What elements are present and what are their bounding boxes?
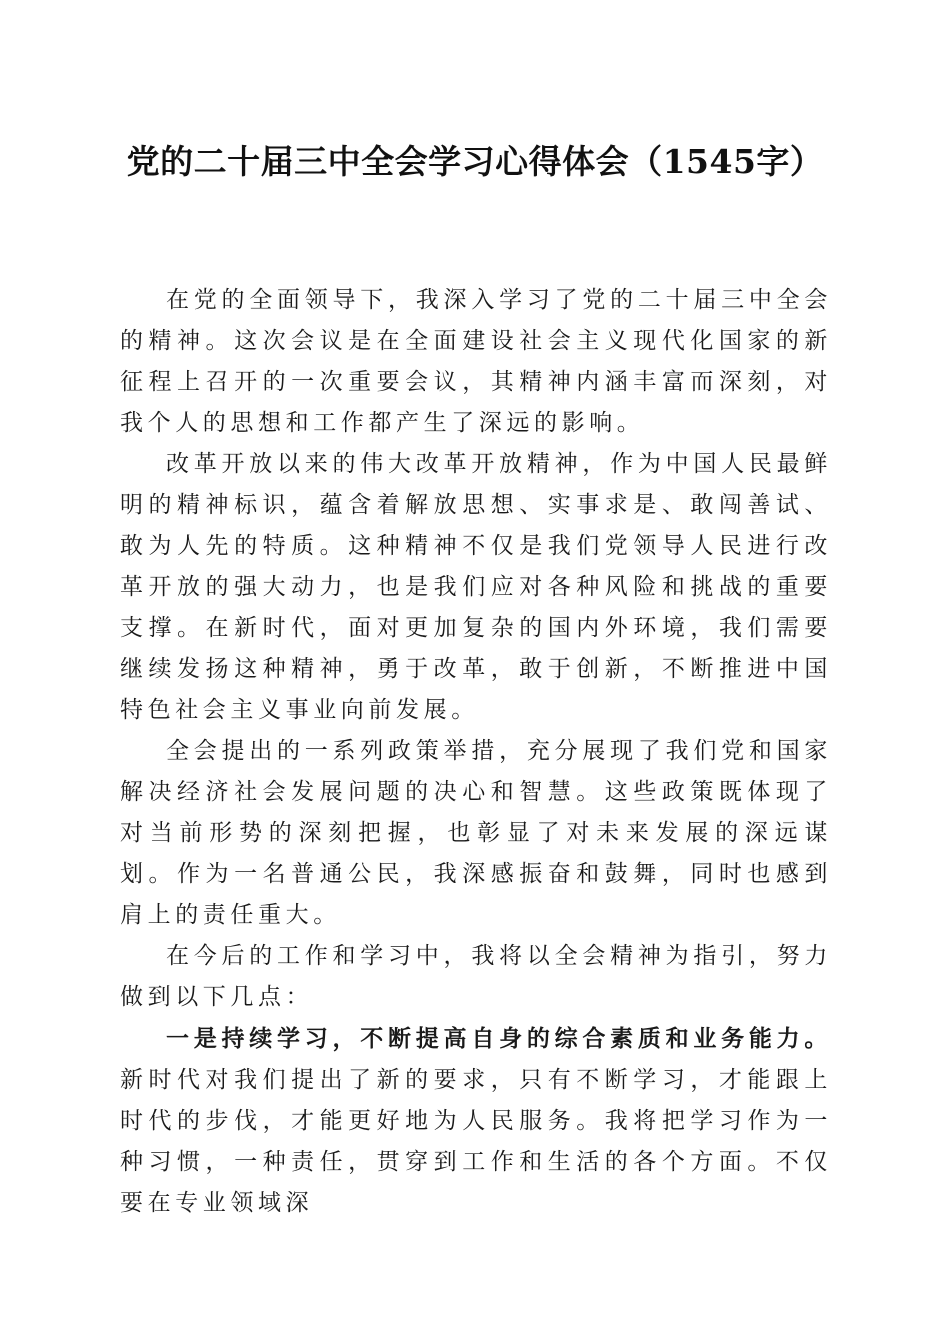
paragraph-5	[120, 1018, 832, 1224]
document-body	[120, 280, 832, 1224]
document-title: 党的二十届三中全会学习心得体会（1545字）	[126, 142, 824, 181]
paragraph-2: 改革开放以来的伟大改革开放精神，作为中国人民最鲜明的精神标识，蕴含着解放思想、实事求是、敢闯善试、敢为人先的特质。这种精神不仅是我们党领导人民进行改革开放的强大动力，也是我们应对各种风险和挑战的重要支撑。在新时代，面对更加复杂的国内外环境，我们需要继续发扬这种精神，勇于改革，敢于创新，不断推进中国特色社会主义事业向前发展。	[120, 451, 832, 723]
paragraph-1: 在党的全面领导下，我深入学习了党的二十届三中全会的精神。这次会议是在全面建设社会主义现代化国家的新征程上召开的一次重要会议，其精神内涵丰富而深刻，对我个人的思想和工作都产生了深远的影响。	[120, 287, 832, 436]
point-1-text: 新时代对我们提出了新的要求，只有不断学习，才能跟上时代的步伐，才能更好地为人民服务。我将把学习作为一种习惯，一种责任，贯穿到工作和生活的各个方面。不仅要在专业领域深	[120, 1067, 832, 1216]
paragraph-3: 全会提出的一系列政策举措，充分展现了我们党和国家解决经济社会发展问题的决心和智慧。这些政策既体现了对当前形势的深刻把握，也彰显了对未来发展的深远谋划。作为一名普通公民，我深感振奋和鼓舞，同时也感到肩上的责任重大。	[120, 738, 832, 928]
point-1-lead: 一是持续学习，不断提高自身的综合素质和业务能力。	[166, 1025, 832, 1052]
paragraph-4: 在今后的工作和学习中，我将以全会精神为指引，努力做到以下几点：	[120, 943, 832, 1010]
